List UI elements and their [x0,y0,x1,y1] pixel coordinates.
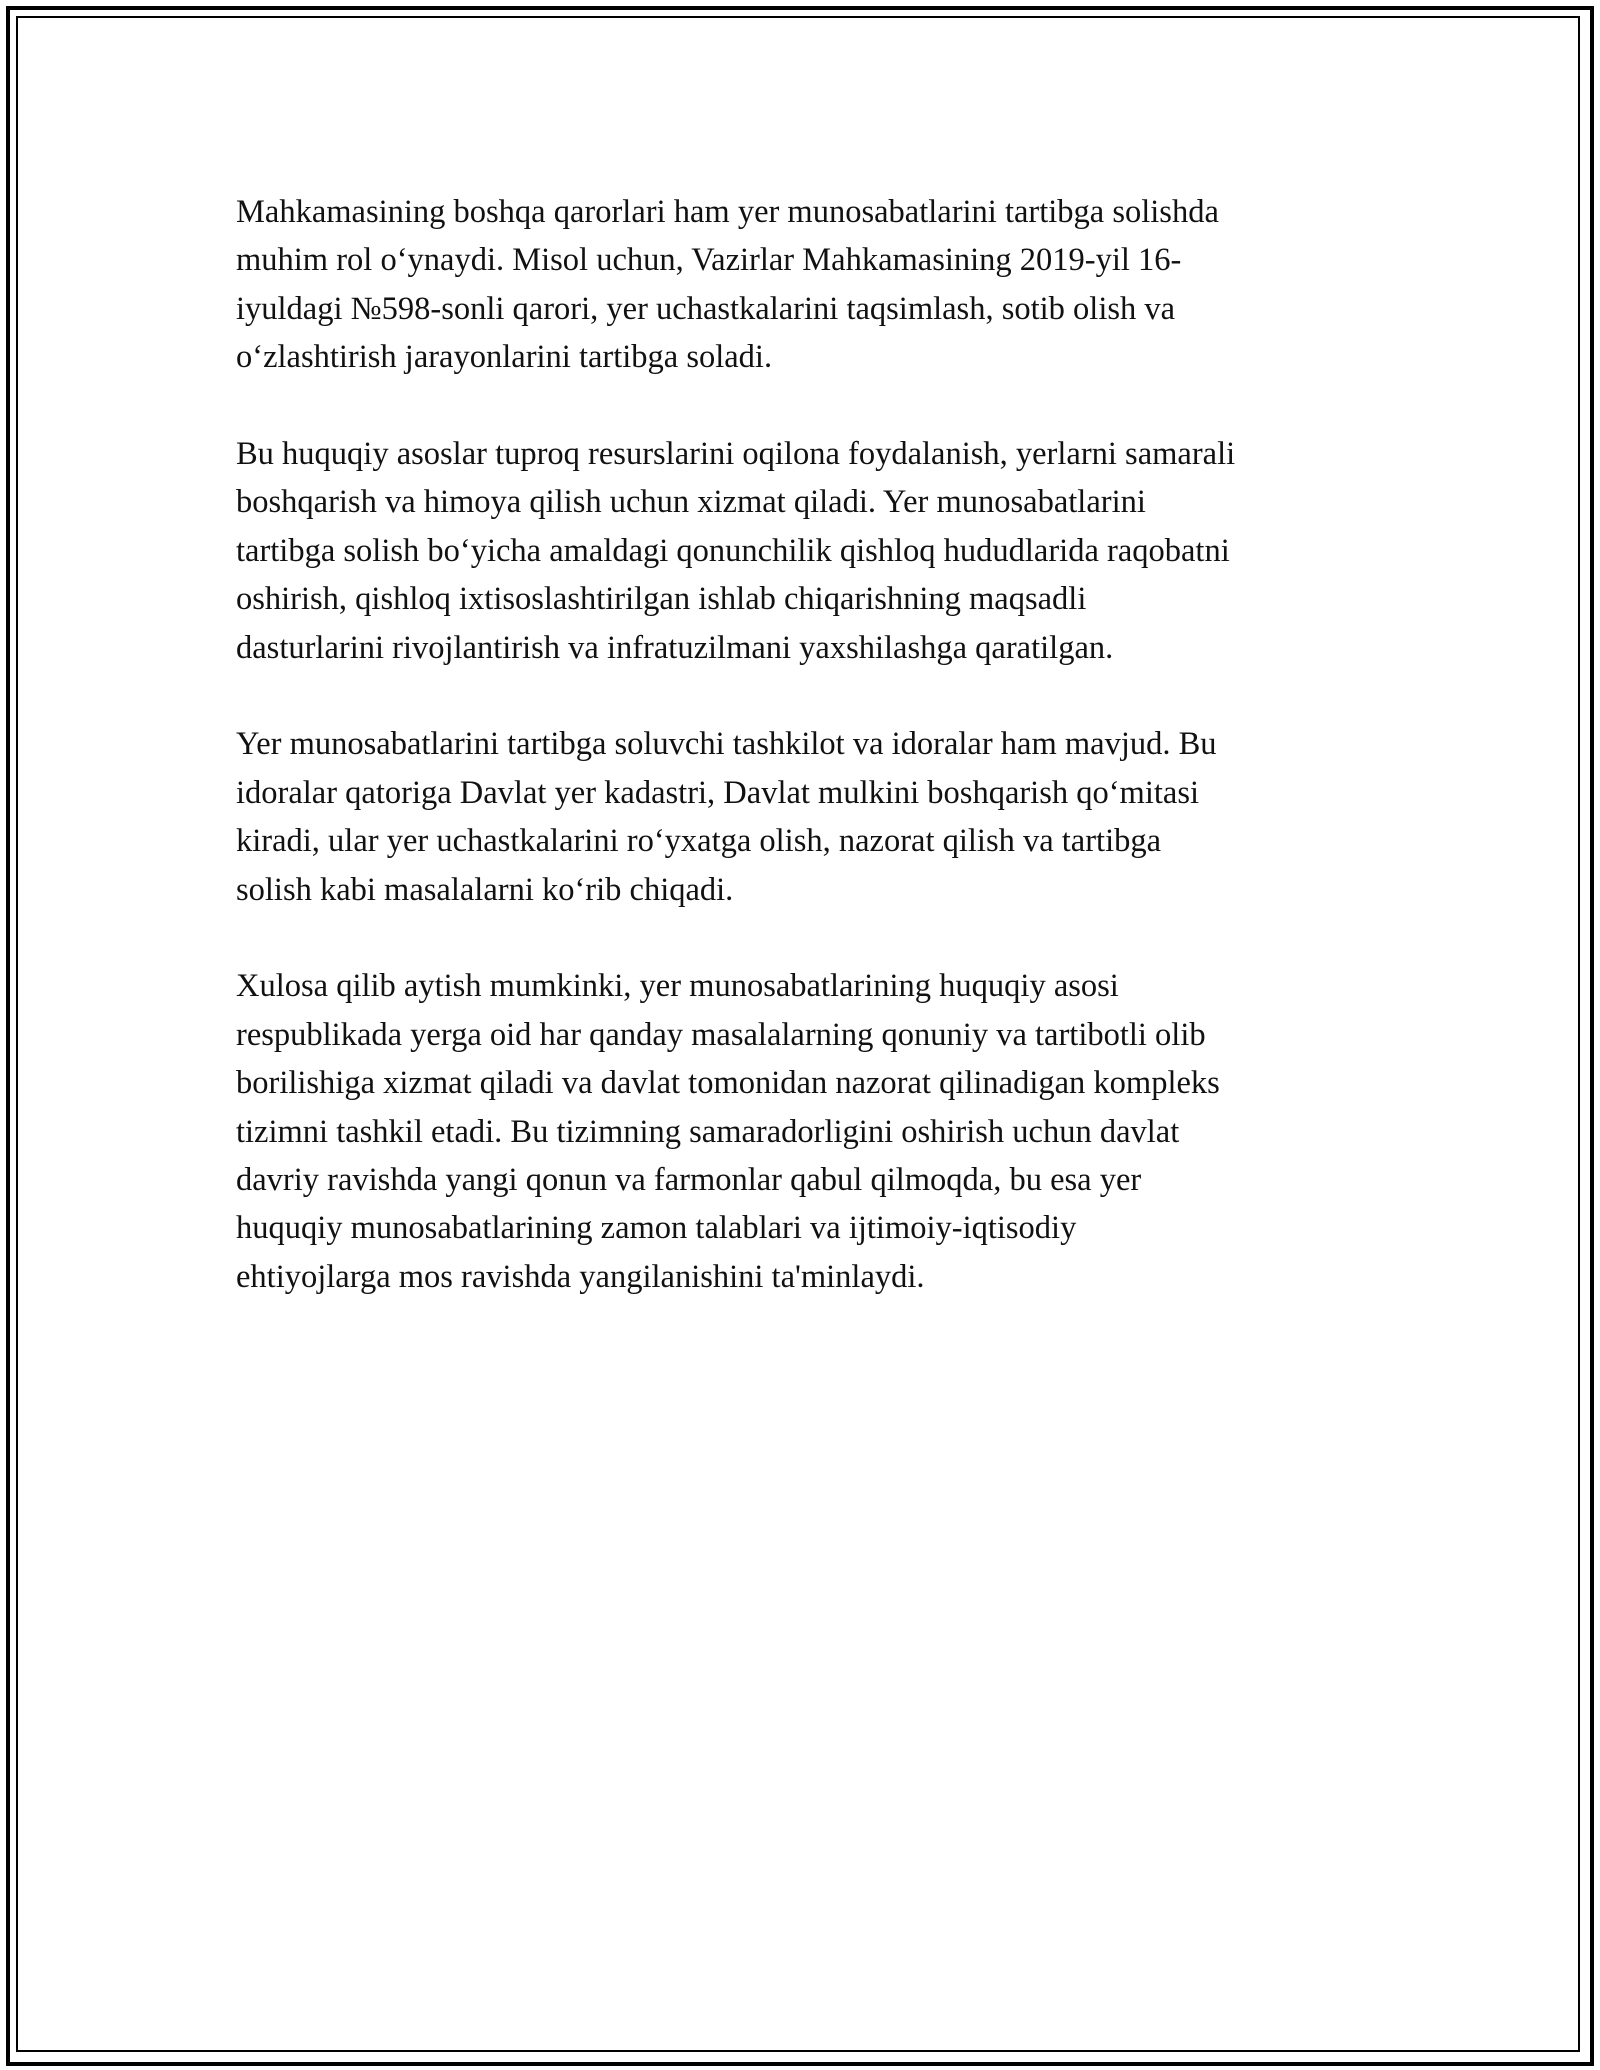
paragraph-1 [236,188,1366,382]
paragraph-4 [236,962,1366,1301]
document-body [236,188,1366,1350]
text-line: huquqiy munosabatlarining zamon talablari va ijtimoiy-iqtisodiy [236,1210,1077,1247]
text-line: tartibga solish bo‘yicha amaldagi qonunchilik qishloq hududlarida raqobatni [236,532,1230,569]
text-line: dasturlarini rivojlantirish va infratuzilmani yaxshilashga qaratilgan. [236,629,1114,666]
text-line: respublikada yerga oid har qanday masalalarning qonuniy va tartibotli olib [236,1016,1206,1053]
text-line: borilishiga xizmat qiladi va davlat tomonidan nazorat qilinadigan kompleks [236,1065,1220,1102]
text-line: idoralar qatoriga Davlat yer kadastri, Davlat mulkini boshqarish qo‘mitasi [236,774,1200,811]
paragraph-2 [236,430,1366,672]
paragraph-3 [236,720,1366,914]
text-line: solish kabi masalalarni ko‘rib chiqadi. [236,871,734,908]
text-line: ehtiyojlarga mos ravishda yangilanishini ta'minlaydi. [236,1258,925,1295]
text-line: davriy ravishda yangi qonun va farmonlar qabul qilmoqda, bu esa yer [236,1162,1142,1199]
text-line: tizimni tashkil etadi. Bu tizimning samaradorligini oshirish uchun davlat [236,1113,1180,1150]
text-line: Yer munosabatlarini tartibga soluvchi tashkilot va idoralar ham mavjud. Bu [236,726,1217,763]
text-line: Bu huquqiy asoslar tuproq resurslarini oqilona foydalanish, yerlarni samarali [236,436,1236,473]
text-line: Mahkamasining boshqa qarorlari ham yer munosabatlarini tartibga solishda [236,194,1219,230]
text-line: kiradi, ular yer uchastkalarini ro‘yxatga olish, nazorat qilish va tartibga [236,823,1162,860]
text-line: o‘zlashtirish jarayonlarini tartibga soladi. [236,339,773,376]
text-line: boshqarish va himoya qilish uchun xizmat qiladi. Yer munosabatlarini [236,484,1146,521]
text-line: oshirish, qishloq ixtisoslashtirilgan ishlab chiqarishning maqsadli [236,581,1087,618]
text-line: Xulosa qilib aytish mumkinki, yer munosabatlarining huquqiy asosi [236,968,1119,1005]
text-line: iyuldagi №598-sonli qarori, yer uchastkalarini taqsimlash, sotib olish va [236,290,1176,327]
text-line: muhim rol o‘ynaydi. Misol uchun, Vazirlar Mahkamasining 2019-yil 16- [236,242,1182,279]
